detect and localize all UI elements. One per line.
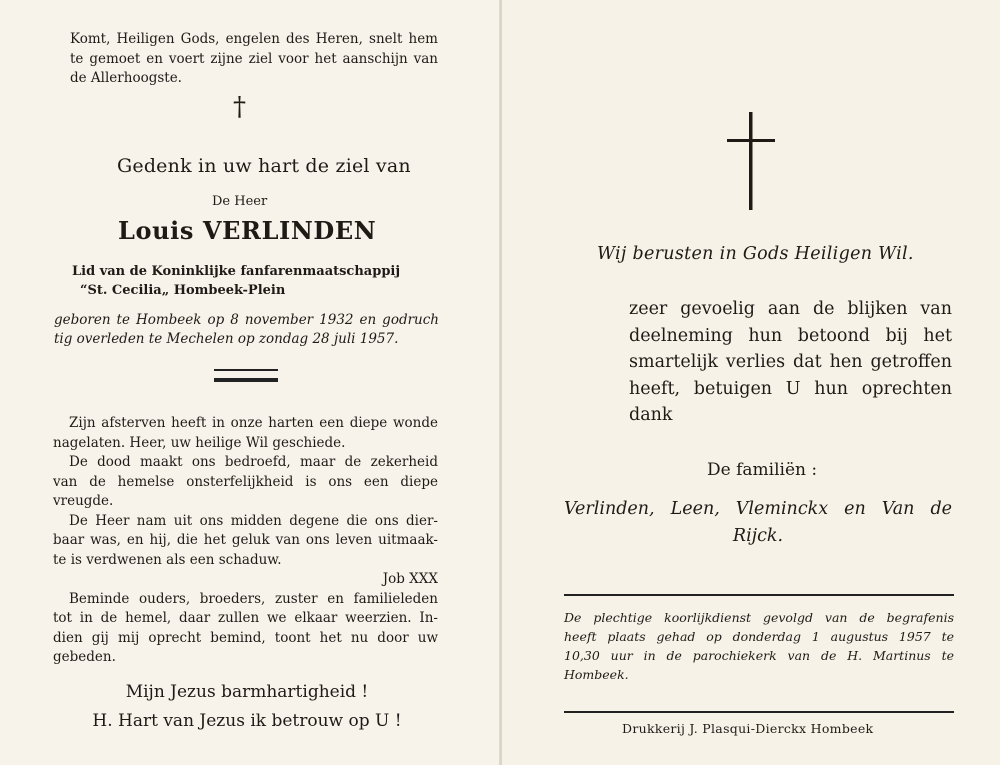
prayer-line: H. Hart van Jezus ik betrouw op U ! — [92, 711, 402, 731]
families-line: Verlinden, Leen, Vleminckx en Van de — [564, 499, 952, 519]
rule-top — [564, 594, 954, 596]
deceased-name: Louis VERLINDEN — [118, 216, 377, 245]
thanks-text — [629, 296, 952, 429]
small-cross-icon: † — [233, 92, 246, 122]
quote-line: De Heer nam uit ons midden degene die ons dier- — [69, 512, 438, 529]
quote-line: nagelaten. Heer, uw heilige Wil geschiede. — [53, 434, 346, 451]
quote-line: te is verdwenen als een schaduw. — [53, 551, 282, 568]
quote-line: De dood maakt ons bedroefd, maar de zekerheid — [69, 454, 438, 470]
quote-line: baar was, en hij, die het geluk van ons leven uitmaak- — [53, 532, 438, 548]
job-reference: Job XXX — [382, 571, 438, 587]
quote-line: Zijn afsterven heeft in onze harten een diepe wonde — [69, 415, 438, 431]
quote-line: van de hemelse onsterfelijkheid is ons een diepe — [53, 473, 438, 490]
notice-line: heeft plaats gehad op donderdag 1 augustus 1957 te — [564, 629, 954, 644]
opening-verse — [70, 30, 438, 89]
notice-line: 10,30 uur in de parochiekerk van de H. Martinus te — [564, 648, 954, 663]
thanks-line: deelneming hun betoond bij het — [629, 325, 952, 346]
printer-credit: Drukkerij J. Plasqui-Dierckx Hombeek — [622, 721, 874, 736]
verse-line: de Allerhoogste. — [70, 70, 182, 86]
life-dates — [54, 311, 439, 349]
bible-quote — [53, 414, 438, 668]
quote-line: vreugde. — [53, 493, 114, 509]
membership-line: Lid van de Koninklijke fanfarenmaatschappij — [72, 264, 401, 279]
life-dates-line: geboren te Hombeek op 8 november 1932 en godruch — [54, 312, 439, 328]
families-line: Rijck. — [732, 526, 784, 546]
right-page — [502, 0, 1000, 765]
families-label: De familiën : — [707, 460, 818, 480]
thanks-line: smartelijk verlies dat hen getroffen — [629, 352, 952, 372]
prayer-line: Mijn Jezus barmhartigheid ! — [125, 682, 369, 702]
farewell-line: dien gij mij oprecht bemind, toont het nu door uw — [53, 629, 438, 646]
honorific: De Heer — [212, 194, 268, 209]
membership — [72, 262, 432, 300]
farewell-line: Beminde ouders, broeders, zuster en familieleden — [69, 590, 438, 607]
double-rule-divider — [214, 369, 278, 382]
membership-line: “St. Cecilia„ Hombeek-Plein — [80, 283, 286, 298]
verse-line: Komt, Heiligen Gods, engelen des Heren, snelt hem — [70, 31, 438, 47]
closing-prayer — [77, 678, 417, 736]
thanks-line: heeft, betuigen U hun oprechten — [629, 378, 952, 399]
life-dates-line: tig overleden te Mechelen op zondag 28 juli 1957. — [54, 331, 399, 347]
latin-cross-icon — [726, 112, 776, 210]
remember-line: Gedenk in uw hart de ziel van — [117, 155, 411, 177]
notice-line: Hombeek. — [564, 667, 629, 682]
farewell-line: gebeden. — [53, 649, 116, 665]
funeral-notice — [564, 608, 954, 684]
thanks-line: zeer gevoelig aan de blijken van — [629, 299, 952, 319]
thanks-line: dank — [629, 405, 673, 425]
resignation-line: Wij berusten in Gods Heiligen Wil. — [597, 244, 914, 264]
verse-line: te gemoet en voert zijne ziel voor het aanschijn van — [70, 50, 438, 67]
families-names — [564, 496, 952, 550]
farewell-line: tot in de hemel, daar zullen we elkaar weerzien. In- — [53, 610, 438, 626]
notice-line: De plechtige koorlijkdienst gevolgd van de begrafenis — [564, 610, 954, 625]
rule-bottom — [564, 711, 954, 713]
